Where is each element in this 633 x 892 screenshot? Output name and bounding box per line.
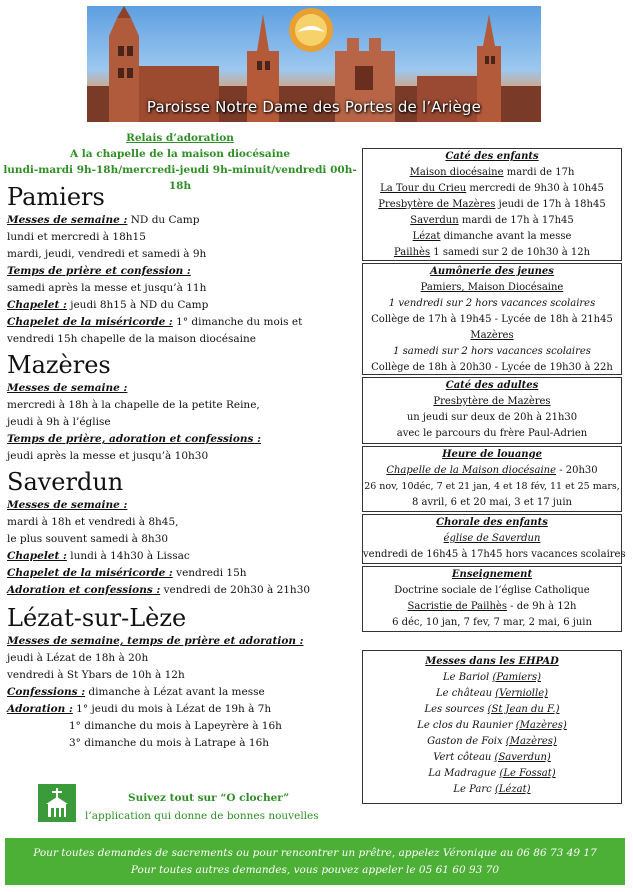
cate-row3-place: Presbytère de Mazères bbox=[378, 199, 496, 210]
box-cate-enfants bbox=[362, 148, 622, 261]
lezat-adoration-label: Adoration : bbox=[7, 703, 73, 715]
pamiers-line1: lundi et mercredi à 18h15 bbox=[7, 231, 146, 243]
pamiers-priere-label: Temps de prière et confession : bbox=[7, 265, 191, 277]
saverdun-line2: le plus souvent samedi à 8h30 bbox=[7, 533, 169, 545]
cate-row1-place: Maison diocésaine bbox=[409, 167, 504, 178]
box-enseignement bbox=[362, 566, 622, 632]
enseignement-dates: 6 déc, 10 jan, 7 fev, 7 mar, 2 mai, 6 juin bbox=[392, 617, 592, 628]
chorale-time: vendredi de 16h45 à 17h45 hors vacances scolaires bbox=[363, 549, 626, 560]
lezat-confessions-label: Confessions : bbox=[7, 686, 86, 698]
aumonerie-times1: Collège de 17h à 19h45 - Lycée de 18h à 21h45 bbox=[371, 314, 613, 325]
saverdun-chapelet-label: Chapelet : bbox=[7, 550, 67, 562]
mazeres-priere-value: jeudi après la messe et jusqu’à 10h30 bbox=[7, 450, 209, 462]
ehpad-item: Gaston de Foix (Mazères) bbox=[427, 736, 557, 747]
pamiers-misericorde-label: Chapelet de la miséricorde : bbox=[7, 316, 173, 328]
lezat-line1: jeudi à Lézat de 18h à 20h bbox=[7, 652, 149, 664]
aumonerie-place2: Mazères bbox=[470, 330, 514, 341]
louange-title: Heure de louange bbox=[442, 449, 542, 460]
relais-hours: lundi-mardi 9h-18h/mercredi-jeudi 9h-minuit/vendredi 00h-18h bbox=[3, 164, 357, 192]
cate-row2-place: La Tour du Crieu bbox=[380, 183, 467, 194]
louange-place: Chapelle de la Maison diocésaine bbox=[386, 465, 557, 476]
cate-adultes-line1: un jeudi sur deux de 20h à 21h30 bbox=[406, 412, 578, 423]
ehpad-title: Messes dans les EHPAD bbox=[425, 656, 559, 667]
mazeres-line1: mercredi à 18h à la chapelle de la petite Reine, bbox=[7, 399, 260, 411]
box-cate-adultes bbox=[362, 377, 622, 444]
app-subtitle: l’application qui donne de bonnes nouvelles bbox=[85, 810, 319, 822]
ehpad-item: Le clos du Raunier (Mazères) bbox=[417, 720, 567, 731]
lezat-messes-label: Messes de semaine, temps de prière et adoration : bbox=[7, 635, 304, 647]
aumonerie-times2: Collège de 18h à 20h30 - Lycée de 19h30 à 22h bbox=[371, 362, 613, 373]
louange-dates2: 8 avril, 6 et 20 mai, 3 et 17 juin bbox=[412, 497, 572, 508]
pamiers-chapelet-label: Chapelet : bbox=[7, 299, 67, 311]
cate-row4-place: Saverdun bbox=[410, 215, 459, 226]
box-louange bbox=[362, 446, 622, 512]
louange-dates1: 26 nov, 10déc, 7 et 21 jan, 4 et 18 fév, 11 et 25 mars, bbox=[364, 481, 620, 492]
aumonerie-freq2: 1 samedi sur 2 hors vacances scolaires bbox=[393, 346, 591, 357]
lezat-adoration-line2: 1° dimanche du mois à Lapeyrère à 16h bbox=[69, 720, 282, 732]
ehpad-item: Le Bariol (Pamiers) bbox=[443, 672, 541, 683]
town-mazeres: Mazères bbox=[7, 351, 111, 379]
cate-row6-place: Pailhès bbox=[393, 247, 431, 258]
church-icon bbox=[38, 784, 76, 822]
enseignement-title: Enseignement bbox=[451, 569, 533, 580]
pamiers-misericorde-value2: vendredi 15h chapelle de la maison diocésaine bbox=[7, 333, 256, 345]
ehpad-item: Le Parc (Lézat) bbox=[453, 784, 531, 795]
town-saverdun: Saverdun bbox=[7, 468, 124, 496]
saverdun-adoration-label: Adoration et confessions : bbox=[7, 584, 161, 596]
ehpad-item: Vert côteau (Saverdun) bbox=[433, 752, 551, 763]
louange-time: - 20h30 bbox=[556, 465, 598, 476]
cate-adultes-line2: avec le parcours du frère Paul-Adrien bbox=[396, 428, 588, 439]
box-ehpad bbox=[362, 650, 622, 804]
enseignement-place: Sacristie de Pailhès bbox=[407, 601, 507, 612]
cate-enfants-title: Caté des enfants bbox=[445, 151, 539, 162]
cate-row6-time: 1 samedi sur 2 de 10h30 à 12h bbox=[430, 247, 591, 258]
enseignement-subject: Doctrine sociale de l’église Catholique bbox=[394, 585, 590, 596]
cate-row4-time: mardi de 17h à 17h45 bbox=[458, 215, 574, 226]
mazeres-line2: jeudi à 9h à l’église bbox=[7, 416, 111, 428]
ehpad-item: Le château (Verniolle) bbox=[435, 688, 549, 699]
lezat-line2: vendredi à St Ybars de 10h à 12h bbox=[7, 669, 185, 681]
pamiers-line2: mardi, jeudi, vendredi et samedi à 9h bbox=[7, 248, 207, 260]
pamiers-messes-value: ND du Camp bbox=[127, 214, 200, 226]
pamiers-chapelet-value: jeudi 8h15 à ND du Camp bbox=[66, 299, 209, 311]
saverdun-misericorde-value: vendredi 15h bbox=[172, 567, 247, 579]
mazeres-messes-label: Messes de semaine : bbox=[7, 382, 128, 394]
pamiers-priere-value: samedi après la messe et jusqu’à 11h bbox=[7, 282, 207, 294]
saverdun-chapelet-value: lundi à 14h30 à Lissac bbox=[66, 550, 190, 562]
chorale-place: église de Saverdun bbox=[443, 533, 541, 544]
saverdun-messes-label: Messes de semaine : bbox=[7, 499, 128, 511]
aumonerie-title: Aumônerie des jeunes bbox=[430, 266, 554, 277]
cate-row5-time: dimanche avant la messe bbox=[440, 231, 572, 242]
town-pamiers: Pamiers bbox=[7, 183, 105, 211]
town-lezat: Lézat-sur-Lèze bbox=[7, 604, 187, 632]
cate-row3-time: jeudi de 17h à 18h45 bbox=[495, 199, 606, 210]
saverdun-adoration-value: vendredi de 20h30 à 21h30 bbox=[160, 584, 311, 596]
footer-line2: Pour toutes autres demandes, vous pouvez appeler le 05 61 60 93 70 bbox=[130, 864, 500, 876]
saverdun-line1: mardi à 18h et vendredi à 8h45, bbox=[7, 516, 179, 528]
aumonerie-place1: Pamiers, Maison Diocésaine bbox=[420, 282, 564, 293]
enseignement-time: - de 9h à 12h bbox=[506, 601, 577, 612]
banner-caption: Paroisse Notre Dame des Portes de l’Ariège bbox=[146, 98, 482, 116]
app-title: Suivez tout sur “O clocher” bbox=[128, 792, 290, 804]
cate-row5-place: Lézat bbox=[412, 231, 441, 242]
chorale-title: Chorale des enfants bbox=[436, 517, 548, 528]
box-chorale bbox=[362, 514, 626, 564]
left-column bbox=[7, 182, 359, 752]
saverdun-misericorde-label: Chapelet de la miséricorde : bbox=[7, 567, 173, 579]
footer-line1: Pour toutes demandes de sacrements ou pour rencontrer un prêtre, appelez Véronique au 06 86 73 49 17 bbox=[33, 847, 597, 859]
relais-title: Relais d’adoration bbox=[126, 132, 234, 144]
pamiers-messes-label: Messes de semaine : bbox=[7, 214, 128, 226]
lezat-confessions-value: dimanche à Lézat avant la messe bbox=[85, 686, 265, 698]
ehpad-item: Les sources (St Jean du F.) bbox=[424, 704, 560, 715]
relais-subtitle: A la chapelle de la maison diocésaine bbox=[69, 148, 291, 160]
box-aumonerie bbox=[362, 263, 622, 375]
contact-footer bbox=[5, 838, 625, 885]
cate-adultes-place: Presbytère de Mazères bbox=[433, 396, 551, 407]
lezat-adoration-value: 1° jeudi du mois à Lézat de 19h à 7h bbox=[72, 703, 272, 715]
cate-row2-time: mercredi de 9h30 à 10h45 bbox=[466, 183, 604, 194]
cate-adultes-title: Caté des adultes bbox=[445, 380, 539, 391]
lezat-adoration-line3: 3° dimanche du mois à Latrape à 16h bbox=[69, 737, 270, 749]
ehpad-item: La Madrague (Le Fossat) bbox=[428, 768, 556, 779]
cate-row1-time: mardi de 17h bbox=[503, 167, 575, 178]
aumonerie-freq1: 1 vendredi sur 2 hors vacances scolaires bbox=[388, 298, 596, 309]
mazeres-priere-label: Temps de prière, adoration et confessions : bbox=[7, 433, 261, 445]
parish-banner bbox=[87, 6, 541, 122]
app-promo[interactable] bbox=[38, 782, 348, 826]
pamiers-misericorde-value: 1° dimanche du mois et bbox=[172, 316, 303, 328]
